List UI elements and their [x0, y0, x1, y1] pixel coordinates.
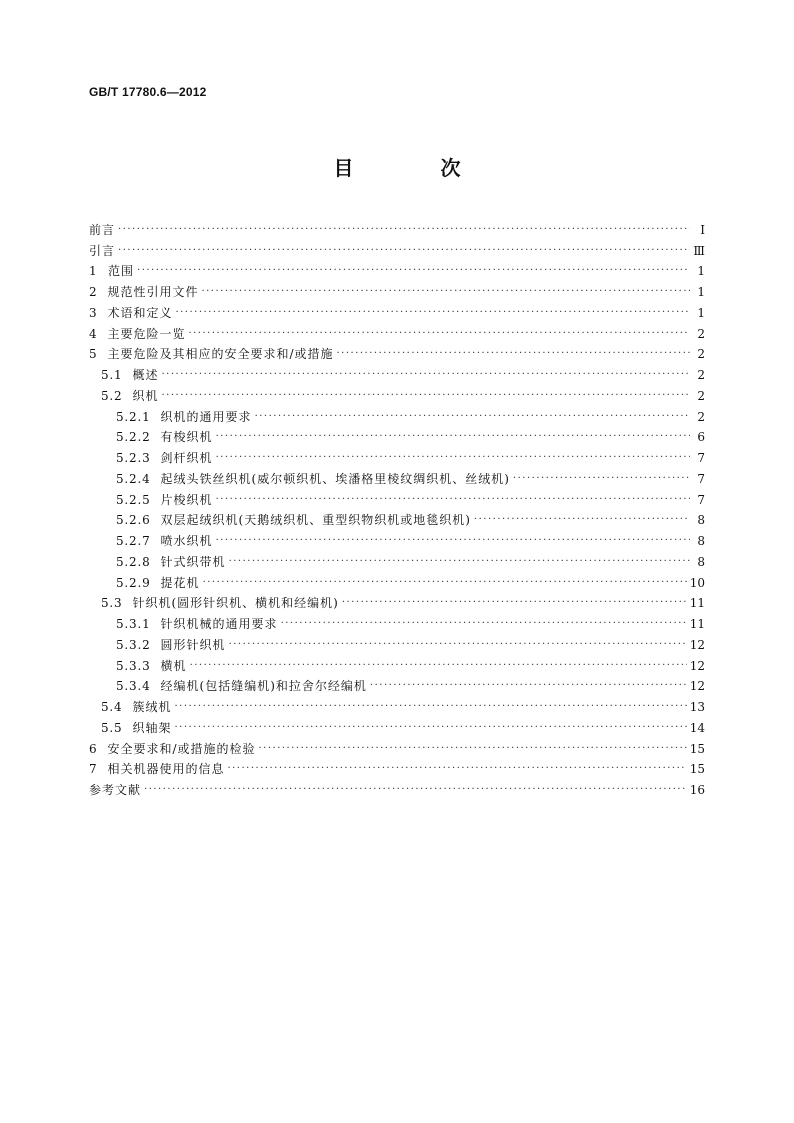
- toc-leader-dots: [258, 742, 686, 756]
- toc-leader-dots: [188, 327, 690, 341]
- toc-entry[interactable]: [89, 403, 705, 424]
- page-title: 目 次: [333, 156, 501, 180]
- toc-entry[interactable]: [89, 216, 705, 237]
- toc-leader-dots: [162, 368, 691, 382]
- toc-entry-page-number: 15: [689, 762, 705, 777]
- toc-entry-label: 主要危险及其相应的安全要求和/或措施: [107, 347, 334, 362]
- table-of-contents: [89, 216, 705, 797]
- toc-entry-page-number: Ⅲ: [693, 243, 705, 258]
- toc-entry[interactable]: [89, 673, 705, 694]
- toc-entry[interactable]: [89, 714, 705, 735]
- toc-entry-page-number: 16: [689, 783, 705, 797]
- toc-entry[interactable]: [89, 652, 705, 673]
- toc-leader-dots: [513, 472, 690, 486]
- toc-entry[interactable]: [89, 299, 705, 320]
- toc-entry-label: 双层起绒织机(天鹅绒织机、重型织物织机或地毯织机): [160, 513, 471, 528]
- toc-entry-page-number: 11: [689, 596, 705, 611]
- toc-entry-label: 针式织带机: [160, 554, 226, 569]
- toc-entry-label: 横机: [160, 658, 187, 673]
- toc-entry-page-number: 12: [689, 658, 705, 673]
- toc-leader-dots: [162, 389, 691, 403]
- toc-entry-page-number: 8: [697, 554, 705, 569]
- toc-leader-dots: [201, 285, 690, 299]
- toc-entry-label: 织轴架: [132, 720, 172, 735]
- toc-entry-number: 5.2.8: [116, 554, 151, 569]
- toc-entry-number: 5.4: [101, 700, 123, 714]
- toc-leader-dots: [216, 493, 690, 507]
- toc-entry-label: 主要危险一览: [107, 326, 186, 341]
- toc-entry-page-number: 2: [697, 347, 705, 362]
- toc-entry-page-number: 7: [697, 451, 705, 465]
- toc-entry[interactable]: [89, 776, 705, 797]
- toc-entry[interactable]: [89, 444, 705, 465]
- toc-entry[interactable]: [89, 237, 705, 258]
- toc-entry-label: 圆形针织机: [160, 637, 226, 652]
- toc-entry-page-number: 15: [689, 741, 705, 756]
- toc-entry-number: 5.5: [101, 720, 123, 735]
- toc-leader-dots: [118, 223, 690, 237]
- toc-entry-label: 织机: [132, 388, 159, 403]
- toc-entry-page-number: 2: [697, 388, 705, 403]
- toc-leader-dots: [229, 638, 687, 652]
- toc-entry-page-number: 8: [697, 534, 705, 548]
- toc-entry-number: 5.3.2: [116, 637, 151, 652]
- toc-entry-number: 5.2.4: [116, 471, 151, 486]
- toc-entry-label: 起绒头铁丝织机(威尔顿织机、埃潘格里棱纹绸织机、丝绒机): [160, 471, 510, 486]
- toc-entry-page-number: 2: [697, 326, 705, 341]
- toc-entry[interactable]: [89, 258, 705, 279]
- toc-entry-page-number: 10: [689, 575, 705, 590]
- toc-entry-label: 簇绒机: [132, 700, 172, 714]
- toc-entry-number: 7: [89, 762, 98, 777]
- toc-entry-number: 5.2.7: [116, 534, 151, 548]
- toc-entry-number: 5.2.3: [116, 451, 151, 465]
- toc-entry-number: 2: [89, 285, 98, 299]
- toc-entry-label: 针织机(圆形针织机、横机和经编机): [132, 596, 339, 611]
- toc-leader-dots: [216, 430, 690, 444]
- toc-entry[interactable]: [89, 361, 705, 382]
- toc-entry-label: 引言: [89, 243, 116, 258]
- toc-entry-label: 前言: [89, 222, 116, 237]
- toc-entry-label: 规范性引用文件: [107, 285, 199, 299]
- toc-leader-dots: [370, 679, 687, 693]
- toc-entry-number: 5.2.6: [116, 513, 151, 528]
- toc-entry-number: 6: [89, 741, 98, 756]
- toc-entry[interactable]: [89, 507, 705, 528]
- toc-entry-label: 片梭织机: [160, 492, 213, 507]
- toc-leader-dots: [137, 264, 690, 278]
- toc-entry[interactable]: [89, 424, 705, 445]
- toc-leader-dots: [203, 576, 687, 590]
- toc-entry-label: 安全要求和/或措施的检验: [107, 741, 256, 756]
- toc-entry-page-number: 6: [697, 430, 705, 445]
- toc-entry-label: 提花机: [160, 575, 200, 590]
- toc-leader-dots: [342, 596, 687, 610]
- toc-entry-label: 针织机械的通用要求: [160, 617, 278, 631]
- toc-entry-number: 5.1: [101, 368, 123, 382]
- toc-leader-dots: [216, 451, 690, 465]
- toc-entry-label: 喷水织机: [160, 534, 213, 548]
- toc-entry-page-number: 14: [689, 720, 705, 735]
- toc-entry-number: 5.2: [101, 388, 123, 403]
- toc-leader-dots: [281, 617, 687, 631]
- toc-leader-dots: [118, 244, 690, 258]
- toc-entry-label: 术语和定义: [107, 305, 173, 320]
- toc-entry-label: 参考文献: [89, 783, 142, 797]
- toc-leader-dots: [144, 783, 687, 797]
- toc-entry-number: 5: [89, 347, 98, 362]
- toc-entry[interactable]: [89, 486, 705, 507]
- toc-entry-page-number: 2: [697, 368, 705, 382]
- toc-entry-number: 5.2.9: [116, 575, 151, 590]
- standard-code: GB/T 17780.6—2012: [89, 85, 207, 99]
- toc-entry-page-number: 1: [697, 264, 705, 279]
- toc-entry-number: 4: [89, 326, 98, 341]
- toc-entry-number: 5.2.5: [116, 492, 151, 507]
- toc-entry-number: 5.2.2: [116, 430, 151, 445]
- toc-entry-page-number: 1: [697, 305, 705, 320]
- toc-entry-label: 剑杆织机: [160, 451, 213, 465]
- toc-entry-label: 概述: [132, 368, 159, 382]
- toc-leader-dots: [255, 410, 690, 424]
- toc-entry[interactable]: [89, 590, 705, 611]
- toc-leader-dots: [229, 555, 690, 569]
- toc-entry-page-number: 11: [689, 617, 705, 631]
- toc-entry[interactable]: [89, 341, 705, 362]
- toc-entry[interactable]: [89, 631, 705, 652]
- toc-entry[interactable]: [89, 735, 705, 756]
- toc-entry-page-number: 8: [697, 513, 705, 528]
- toc-entry-number: 5.3.1: [116, 617, 151, 631]
- toc-entry[interactable]: [89, 610, 705, 631]
- toc-leader-dots: [190, 659, 687, 673]
- toc-entry-label: 有梭织机: [160, 430, 213, 445]
- toc-entry-page-number: 7: [697, 492, 705, 507]
- toc-leader-dots: [336, 347, 690, 361]
- toc-entry-number: 3: [89, 305, 98, 320]
- toc-leader-dots: [227, 762, 686, 776]
- toc-entry[interactable]: [89, 465, 705, 486]
- toc-entry-page-number: 13: [689, 700, 705, 714]
- toc-entry[interactable]: [89, 320, 705, 341]
- toc-entry-page-number: Ⅰ: [700, 222, 705, 237]
- toc-entry-number: 1: [89, 264, 98, 279]
- toc-leader-dots: [474, 513, 690, 527]
- toc-leader-dots: [175, 721, 687, 735]
- toc-entry-label: 相关机器使用的信息: [107, 762, 225, 777]
- toc-entry-page-number: 7: [697, 471, 705, 486]
- toc-entry[interactable]: [89, 756, 705, 777]
- toc-entry[interactable]: [89, 278, 705, 299]
- toc-entry-number: 5.3.4: [116, 679, 151, 694]
- toc-entry-page-number: 2: [697, 409, 705, 424]
- toc-entry-page-number: 12: [689, 679, 705, 694]
- toc-entry[interactable]: [89, 548, 705, 569]
- toc-entry-page-number: 1: [697, 285, 705, 299]
- toc-entry-number: 5.3: [101, 596, 123, 611]
- toc-entry[interactable]: [89, 527, 705, 548]
- toc-entry-page-number: 12: [689, 637, 705, 652]
- toc-leader-dots: [175, 306, 690, 320]
- toc-leader-dots: [175, 700, 687, 714]
- toc-entry-label: 经编机(包括缝编机)和拉舍尔经编机: [160, 679, 367, 694]
- toc-entry-number: 5.2.1: [116, 409, 151, 424]
- toc-entry[interactable]: [89, 569, 705, 590]
- toc-entry[interactable]: [89, 382, 705, 403]
- toc-entry-number: 5.3.3: [116, 658, 151, 673]
- toc-entry-label: 织机的通用要求: [160, 409, 252, 424]
- toc-entry-label: 范围: [108, 264, 135, 279]
- toc-leader-dots: [216, 534, 690, 548]
- toc-entry[interactable]: [89, 693, 705, 714]
